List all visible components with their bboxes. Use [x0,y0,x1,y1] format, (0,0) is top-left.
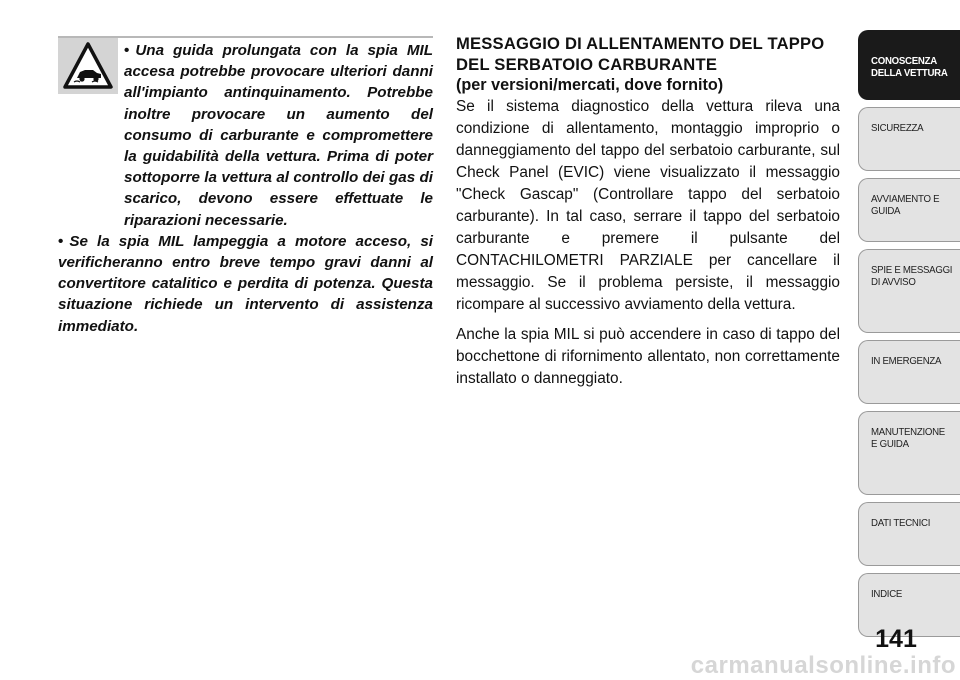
section-subtitle: (per versioni/mercati, dove fornito) [456,76,724,94]
tab-sicurezza[interactable]: SICUREZZA [858,107,960,171]
bullet-icon: • [124,42,130,59]
page-number: 141 [875,625,917,653]
chapter-tabs [858,30,960,644]
paragraph: Anche la spia MIL si può accendere in caso di tappo del bocchettone di rifornimento allentato, non correttamente installato o danneggiato. [456,326,840,387]
tab-avviamento-e-guida[interactable]: AVVIAMENTO E GUIDA [858,178,960,242]
section-fuel-cap [456,33,840,398]
watermark: carmanualsonline.info [690,652,956,679]
tab-manutenzione-e-guida[interactable]: MANUTENZIONE E GUIDA [858,411,960,495]
tab-dati-tecnici[interactable]: DATI TECNICI [858,502,960,566]
tab-indice[interactable]: INDICE [858,573,960,637]
tab-conoscenza-della-vettura[interactable]: CONOSCENZA DELLA VETTURA [858,30,960,100]
section-title: MESSAGGIO DI ALLENTAMENTO DEL TAPPO DEL SERBATOIO CARBURANTE [456,34,825,74]
tab-in-emergenza[interactable]: IN EMERGENZA [858,340,960,404]
bullet-icon: • [58,232,64,250]
warning-text [58,40,433,337]
warning-item: • Una guida prolungata con la spia MIL accesa potrebbe provocare ulteriori danni all'impianto antinquinamento. Potrebbe inoltre provocare un aumento del consumo di carburante e compromettere la guidabilità della vettura. Prima di poter sottoporre la vettura al controllo dei gas di scarico, devono essere effettuate le riparazioni necessarie. [124,42,433,229]
warning-item: • Se la spia MIL lampeggia a motore acceso, si verificheranno entro breve tempo gravi danni al convertitore catalitico e perdita di potenza. Questa situazione richiede un intervento di assistenza immediato. [58,232,433,335]
tab-spie-e-messaggi[interactable]: SPIE E MESSAGGI DI AVVISO [858,249,960,333]
paragraph: Se il sistema diagnostico della vettura rileva una condizione di allentamento, montaggio improprio o danneggiamento del tappo del serbatoio carburante, sul Check Panel (EVIC) viene visualizzato il messaggio "Check Gascap" (Controllare tappo del serbatoio carburante). In tal caso, serrare il tappo del serbatoio carburante e premere il pulsante del CONTACHILOMETRI PARZIALE per cancellare il messaggio. Se il problema persiste, il messaggio ricompare al successivo avviamento della vettura. [456,98,840,313]
